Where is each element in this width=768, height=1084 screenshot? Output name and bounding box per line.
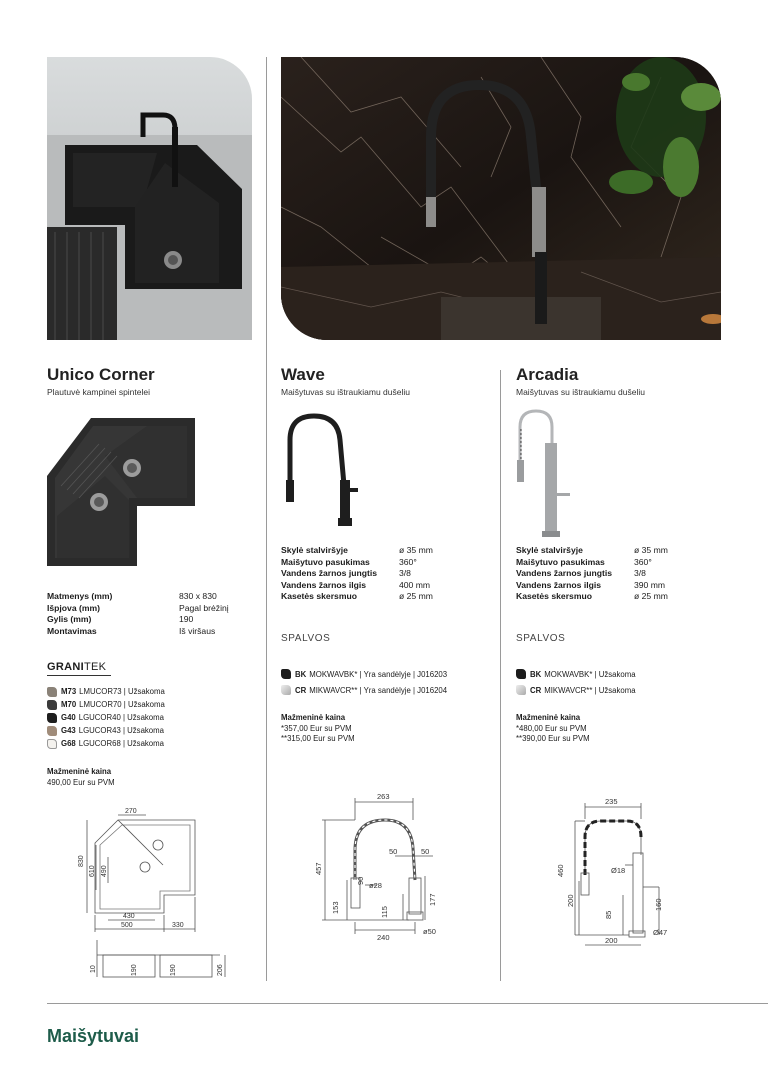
dim-200a: 200 — [566, 894, 575, 907]
color-row — [516, 666, 636, 682]
price-line: *480,00 Eur su PVM — [516, 723, 587, 733]
dim-153: 153 — [331, 901, 340, 914]
dim-50a: 50 — [389, 847, 398, 856]
spec-key: Maišytuvo pasukimas — [281, 556, 370, 567]
spec-key: Skylė stalviršyje — [281, 545, 348, 555]
dim-430: 430 — [123, 913, 135, 920]
color-code: CR — [530, 685, 542, 695]
spec-key: Montavimas — [47, 625, 97, 636]
dim-500: 500 — [121, 922, 133, 929]
dim-330: 330 — [172, 922, 184, 929]
spec-value: Iš viršaus — [179, 625, 216, 636]
spec-value: Pagal brėžinį — [179, 602, 229, 613]
wave-specs — [281, 545, 481, 603]
spec-key: Vandens žarnos jungtis — [281, 568, 377, 579]
spec-key: Maišytuvo pasukimas — [516, 556, 605, 567]
spec-row — [516, 591, 716, 603]
arcadia-title: Arcadia — [516, 365, 579, 384]
spec-row — [516, 568, 716, 580]
dim-177: 177 — [428, 893, 437, 906]
dim-206: 206 — [217, 964, 224, 976]
color-row — [281, 666, 447, 682]
color-swatch — [516, 669, 526, 679]
color-row — [281, 682, 447, 698]
spec-row — [281, 545, 481, 557]
color-text: MIKWAVCR** | Užsakoma — [544, 685, 636, 695]
color-row — [47, 737, 165, 750]
color-code: G68 — [61, 739, 76, 748]
color-text: LMUCOR73 | Užsakoma — [79, 687, 165, 696]
spec-row — [281, 591, 481, 603]
unico-price — [47, 767, 115, 788]
color-text: LGUCOR43 | Užsakoma — [78, 726, 164, 735]
spec-key: Vandens žarnos ilgis — [281, 579, 367, 590]
spec-value: 3/8 — [399, 568, 411, 579]
spec-value: 390 mm — [634, 579, 666, 590]
dim-190a: 190 — [131, 964, 138, 976]
dim-90: 90 — [356, 876, 365, 885]
color-swatch — [281, 685, 291, 695]
spec-row — [47, 626, 247, 638]
price-label: Mažmeninė kaina — [281, 713, 346, 722]
color-row — [516, 682, 636, 698]
unico-drawing — [75, 805, 235, 985]
dim-47: Ø47 — [653, 928, 668, 937]
color-text: LGUCOR68 | Užsakoma — [78, 739, 164, 748]
dim-85: 85 — [604, 910, 613, 919]
arcadia-colors-title: SPALVOS — [516, 633, 566, 644]
unico-color-list — [47, 685, 165, 750]
spec-value: 830 x 830 — [179, 591, 217, 601]
dim-200b: 200 — [605, 936, 618, 945]
color-swatch — [47, 739, 57, 749]
dim-28: ø28 — [369, 881, 382, 890]
color-text: MOKWAVBK* | Užsakoma — [544, 669, 636, 679]
spec-value: 400 mm — [399, 579, 431, 590]
color-text: LGUCOR40 | Užsakoma — [78, 713, 164, 722]
dim-457: 457 — [314, 862, 323, 875]
dim-263: 263 — [377, 792, 390, 801]
spec-key: Kasetės skersmuo — [516, 591, 592, 602]
unico-photo — [47, 57, 252, 340]
brand-rest: TEK — [83, 661, 107, 673]
dim-50c: ø50 — [423, 927, 436, 936]
spec-row — [516, 545, 716, 557]
unico-sink-render — [47, 416, 197, 566]
price-line: **315,00 Eur su PVM — [281, 734, 355, 743]
arcadia-drawing — [545, 795, 685, 955]
dim-50b: 50 — [421, 847, 430, 856]
dim-115: 115 — [380, 906, 389, 918]
dim-10: 10 — [90, 965, 97, 973]
column-divider-2 — [500, 370, 501, 981]
wave-price — [281, 713, 355, 745]
color-swatch — [47, 726, 57, 736]
wave-colors-title: SPALVOS — [281, 633, 331, 644]
dim-270: 270 — [125, 808, 137, 815]
arcadia-faucet-render — [512, 405, 582, 540]
color-row — [47, 698, 165, 711]
spec-key: Kasetės skersmuo — [281, 591, 357, 602]
spec-key: Vandens žarnos ilgis — [516, 579, 602, 590]
wave-photo — [281, 57, 721, 340]
dim-160: 160 — [654, 898, 663, 911]
spec-row — [281, 557, 481, 569]
footer-divider — [47, 1003, 768, 1004]
spec-row — [516, 580, 716, 592]
color-row — [47, 724, 165, 737]
spec-value: ø 25 mm — [634, 591, 668, 602]
dim-490: 490 — [101, 865, 108, 877]
brand-bold: GRANI — [47, 661, 84, 673]
dim-240: 240 — [377, 933, 390, 942]
color-swatch — [47, 700, 57, 710]
color-row — [47, 711, 165, 724]
price-line: **390,00 Eur su PVM — [516, 734, 590, 743]
wave-faucet-render — [282, 410, 362, 540]
spec-value: ø 35 mm — [634, 545, 668, 555]
color-code: BK — [530, 669, 542, 679]
color-code: M73 — [61, 687, 77, 696]
spec-value: ø 25 mm — [399, 591, 433, 602]
spec-key: Gylis (mm) — [47, 614, 92, 625]
dim-460: 460 — [556, 864, 565, 877]
color-code: BK — [295, 669, 307, 679]
granitek-brand — [47, 661, 111, 676]
wave-title: Wave — [281, 365, 325, 384]
spec-value: 190 — [179, 614, 194, 625]
dim-190b: 190 — [170, 964, 177, 976]
dim-235: 235 — [605, 797, 618, 806]
arcadia-specs — [516, 545, 716, 603]
spec-row — [47, 603, 247, 615]
wave-subtitle: Maišytuvas su ištraukiamu dušeliu — [281, 387, 410, 397]
color-swatch — [516, 685, 526, 695]
unico-specs — [47, 591, 247, 637]
color-code: CR — [295, 685, 307, 695]
unico-subtitle: Plautuvė kampinei spintelei — [47, 387, 151, 397]
arcadia-price — [516, 713, 590, 745]
unico-title: Unico Corner — [47, 365, 155, 384]
dim-18: Ø18 — [611, 866, 626, 875]
color-code: G40 — [61, 713, 76, 722]
arcadia-color-list — [516, 666, 636, 698]
spec-key: Išpjova (mm) — [47, 602, 101, 613]
price-label: Mažmeninė kaina — [516, 713, 581, 722]
spec-value: 360° — [399, 556, 417, 567]
arcadia-subtitle: Maišytuvas su ištraukiamu dušeliu — [516, 387, 645, 397]
column-divider-1 — [266, 57, 267, 981]
color-swatch — [281, 669, 291, 679]
spec-row — [516, 557, 716, 569]
color-code: G43 — [61, 726, 76, 735]
wave-drawing — [305, 790, 455, 950]
color-text: MIKWAVCR** | Yra sandėlyje | J016204 — [309, 685, 448, 695]
spec-row — [281, 568, 481, 580]
spec-key: Matmenys (mm) — [47, 591, 113, 601]
spec-value: ø 35 mm — [399, 545, 433, 555]
spec-row — [47, 614, 247, 626]
wave-color-list — [281, 666, 447, 698]
price-line: *357,00 Eur su PVM — [281, 723, 352, 733]
spec-key: Vandens žarnos jungtis — [516, 568, 612, 579]
spec-key: Skylė stalviršyje — [516, 545, 583, 555]
dim-610: 610 — [89, 865, 96, 877]
dim-830: 830 — [78, 855, 85, 867]
spec-row — [281, 580, 481, 592]
color-row — [47, 685, 165, 698]
spec-value: 3/8 — [634, 568, 646, 579]
spec-value: 360° — [634, 556, 652, 567]
color-code: M70 — [61, 700, 77, 709]
spec-row — [47, 591, 247, 603]
footer-title: Maišytuvai — [47, 1026, 140, 1046]
color-text: MOKWAVBK* | Yra sandėlyje | J016203 — [309, 669, 448, 679]
color-text: LMUCOR70 | Užsakoma — [79, 700, 165, 709]
price-label: Mažmeninė kaina — [47, 767, 112, 776]
color-swatch — [47, 687, 57, 697]
price-line: 490,00 Eur su PVM — [47, 777, 115, 787]
color-swatch — [47, 713, 57, 723]
